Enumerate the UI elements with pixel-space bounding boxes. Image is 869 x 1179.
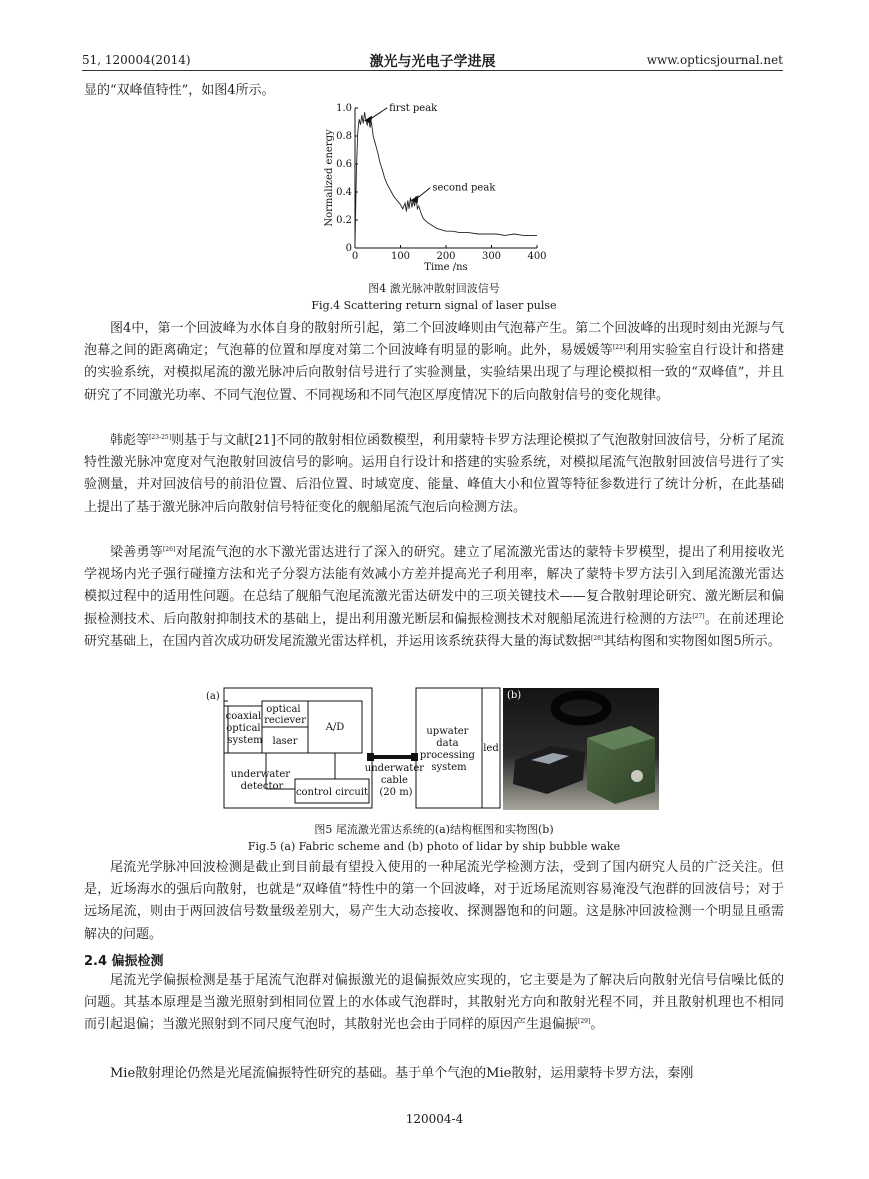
y-tick-label: 0 bbox=[345, 243, 352, 254]
ad-label: A/D bbox=[325, 722, 345, 733]
y-tick-label: 0.6 bbox=[336, 159, 352, 170]
coaxial-label: optical bbox=[226, 723, 261, 734]
detector-label: detector bbox=[240, 781, 284, 792]
panel-b-label: (b) bbox=[507, 690, 522, 701]
paragraph-2-text-b: 则基于与文献[21]不同的散射相位函数模型，利用蒙特卡罗方法理论模拟了气泡散射回波信号，分析了尾流特性激光脉冲宽度对气泡散射回波信号的影响。运用自行设计和搭建的实验系统，对模拟尾流气泡散射回波信号进行了实验测量，并对回波信号的前沿位置、后沿位置、时域宽度、能量、峰值大小和位置等特征参数进行了统计分析，在此基础上提出了基于激光脉冲后向散射信号特征变化的舰船尾流气泡后向检测方法。 bbox=[84, 433, 784, 515]
citation[interactable]: [23-25] bbox=[149, 434, 172, 441]
paragraph-5-text-b: 。 bbox=[590, 1017, 604, 1033]
annotation-label: second peak bbox=[432, 182, 496, 194]
cable-label: cable bbox=[380, 775, 408, 786]
paragraph-1-text-b: 利用实验室自行设计和搭建的实验系统，对模拟尾流的激光脉冲后向散射信号进行了实验测量，实验结果出现了与理论模拟相一致的“双峰值”，并且研究了不同激光功率、不同气泡位置、不同视场和不同气泡区厚度情况下的后向散射信号的变化规律。 bbox=[84, 343, 784, 403]
paragraph-5-text-a: 尾流光学偏振检测是基于尾流气泡群对偏振激光的退偏振效应实现的，它主要是为了解决后向散射光信号信噪比低的问题。其基本原理是当激光照射到相同位置上的水体或气泡群时，其散射光方向和散射光程不同，并且散射机理也不相同而引起退偏；当激光照射到不同尺度气泡时，其散射光也会由于同样的原因产生退偏振 bbox=[84, 973, 784, 1033]
svg-text:upwater data processin bbox=[420, 726, 478, 773]
paragraph-2-text-a: 韩彪等 bbox=[110, 433, 150, 448]
paragraph-3-text-a: 梁善勇等 bbox=[110, 545, 163, 560]
citation[interactable]: [28] bbox=[591, 634, 604, 642]
arrow-head bbox=[411, 195, 419, 203]
figure5-photo bbox=[503, 688, 659, 810]
y-tick-label: 0.2 bbox=[336, 215, 352, 226]
receiver-label: reciever bbox=[264, 715, 306, 726]
upwater-label: data bbox=[436, 738, 459, 749]
control-circuit-label: control circuit bbox=[295, 787, 369, 798]
page-header bbox=[82, 50, 783, 71]
paragraph-4: 尾流光学脉冲回波检测是截止到目前最有望投入使用的一种尾流光学检测方法，受到了国内研究人员的广泛关注。但是，近场海水的强后向散射，也就是“双峰值”特性中的第一个回波峰，对于近场尾流则容易淹没气泡群的回波信号；对于远场尾流，则由于两回波信号数量级差别大，易产生大动态接收、探测器饱和的问题。这是脉冲回波检测一个明显且亟需解决的问题。 bbox=[84, 860, 784, 942]
paragraph-1 bbox=[84, 318, 784, 407]
citation[interactable]: [27] bbox=[692, 612, 705, 620]
svg-text:optical reciever bbox=[264, 704, 306, 726]
citation[interactable]: [22] bbox=[612, 344, 626, 352]
upwater-label: upwater bbox=[426, 726, 469, 737]
journal-url[interactable]: www.opticsjournal.net bbox=[646, 53, 783, 67]
journal-title: 激光与光电子学进展 bbox=[369, 54, 496, 70]
citation[interactable]: [26] bbox=[162, 546, 176, 553]
paragraph-2 bbox=[84, 430, 784, 519]
figure5-caption-en: Fig.5 (a) Fabric scheme and (b) photo of lidar by ship bubble wake bbox=[247, 840, 621, 853]
paragraph-5 bbox=[84, 970, 784, 1037]
x-tick-label: 100 bbox=[390, 251, 411, 262]
figure4-chart bbox=[0, 100, 869, 300]
paragraph-1-text-a: 图4中，第一个回波峰为水体自身的散射所引起，第二个回波峰则由气泡幕产生。第二个回波峰的出现时刻由光源与气泡幕之间的距离确定；气泡幕的位置和厚度对第二个回波峰有明显的影响。此外，易媛媛等 bbox=[84, 321, 784, 359]
x-tick-label: 0 bbox=[351, 251, 359, 262]
cable-label: (20 m) bbox=[379, 787, 413, 798]
figure5-caption-cn: 图5 尾流激光雷达系统的(a)结构框图和实物图(b) bbox=[314, 823, 554, 836]
cable-label: underwater bbox=[364, 763, 425, 774]
signal-line bbox=[355, 112, 537, 245]
y-tick-label: 1.0 bbox=[336, 103, 352, 114]
led-label: led bbox=[483, 743, 499, 754]
x-axis-label: Time /ns bbox=[424, 262, 468, 273]
paragraph-3-text-c: 。在前述理论研究基础上，在国内首次成功研发尾流激光雷达样机，并运用该系统获得大量的海试数据 bbox=[84, 611, 784, 649]
x-tick-label: 200 bbox=[436, 251, 456, 262]
receiver-label: optical bbox=[266, 704, 301, 715]
paragraph-3 bbox=[84, 542, 784, 653]
x-tick-label: 300 bbox=[481, 251, 502, 262]
figure5-block-diagram bbox=[0, 685, 869, 815]
y-tick-label: 0.4 bbox=[336, 187, 352, 198]
y-tick-label: 0.8 bbox=[336, 131, 352, 142]
coaxial-label: system bbox=[227, 735, 263, 746]
figure4-caption-en: Fig.4 Scattering return signal of laser pulse bbox=[311, 299, 557, 312]
panel-a-label: (a) bbox=[206, 691, 220, 702]
section-heading: 2.4 偏振检测 bbox=[84, 954, 164, 969]
coaxial-label: coaxial bbox=[225, 711, 262, 722]
paragraph-3-text-d: 其结构图和实物图如图5所示。 bbox=[603, 633, 781, 649]
page-number: 120004-4 bbox=[405, 1112, 464, 1126]
svg-text:underwater cable (20 m bbox=[365, 763, 427, 798]
annotation-label: first peak bbox=[389, 102, 438, 114]
upwater-label: processing bbox=[419, 750, 475, 761]
x-tick-label: 400 bbox=[527, 251, 547, 262]
paragraph-0: 显的“双峰值特性”，如图4所示。 bbox=[84, 83, 275, 98]
upwater-label: system bbox=[431, 762, 467, 773]
y-axis-label: Normalized energy bbox=[324, 129, 335, 227]
paragraph-3-text-b: 对尾流气泡的水下激光雷达进行了深入的研究。建立了尾流激光雷达的蒙特卡罗模型，提出了利用接收光学视场内光子强行碰撞方法和光子分裂方法能有效减小方差并提高光子利用率，解决了蒙特卡罗方法引入到尾流激光雷达模拟过程中的适用性问题。在总结了舰船气泡尾流激光雷达研发中的三项关键技术——复合散射理论研究、激光断层和偏振检测技术、后向散射抑制技术的基础上，提出利用激光断层和偏振检测技术对舰船尾流进行检测的方法 bbox=[84, 545, 784, 627]
figure4-caption-cn: 图4 激光脉冲散射回波信号 bbox=[368, 282, 500, 295]
journal-issue: 51, 120004(2014) bbox=[82, 53, 191, 67]
svg-text:coaxial optical system bbox=[226, 711, 265, 746]
laser-label: laser bbox=[272, 736, 298, 747]
paragraph-6: Mie散射理论仍然是光尾流偏振特性研究的基础。基于单个气泡的Mie散射，运用蒙特卡罗方法，秦刚 bbox=[110, 1066, 694, 1081]
citation[interactable]: [29] bbox=[578, 1018, 591, 1026]
detector-label: underwater bbox=[230, 769, 291, 780]
